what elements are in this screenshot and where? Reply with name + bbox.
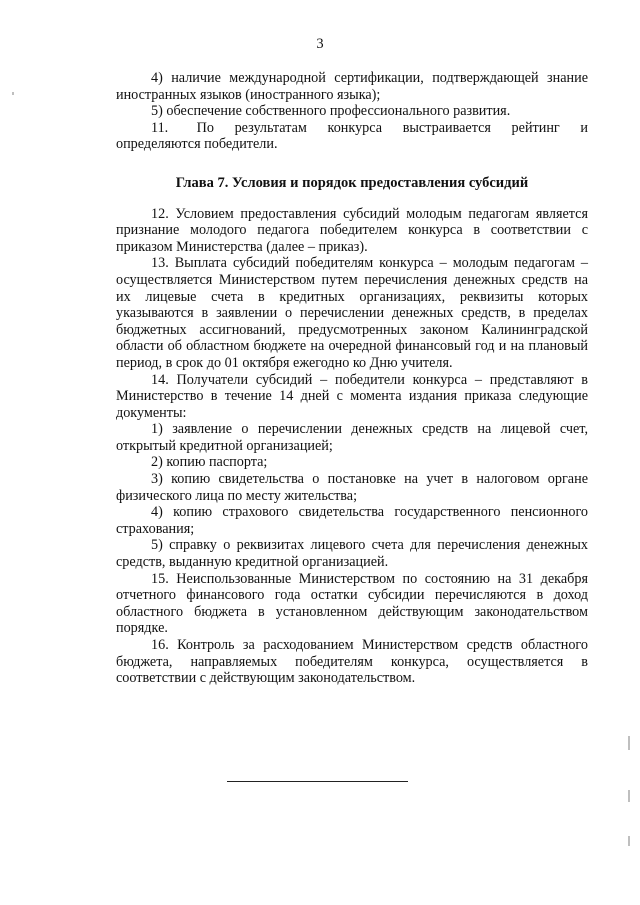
scan-mark-right-3 [628, 836, 630, 846]
paragraph-item-5: 5) обеспечение собственного профессионального развития. [151, 103, 511, 120]
scan-mark-right-1 [628, 736, 630, 750]
paragraph-16: 16. Контроль за расходованием Министерством средств областного бюджета, направляемых победителям конкурса, осуществляется в соответствии с действующим законодательством. [116, 637, 588, 687]
document-list-item-2: 2) копию паспорта; [151, 454, 268, 471]
paragraph-item-4: 4) наличие международной сертификации, подтверждающей знание иностранных языков (иностранного языка); [116, 70, 588, 103]
end-of-document-rule [227, 781, 408, 782]
document-body [116, 70, 588, 687]
document-list-item-3: 3) копию свидетельства о постановке на учет в налоговом органе физического лица по месту жительства; [116, 471, 588, 504]
chapter-heading: Глава 7. Условия и порядок предоставления субсидий [175, 174, 529, 191]
paragraph-11: 11. По результатам конкурса выстраивается рейтинг и определяются победители. [116, 119, 588, 153]
paragraph-14: 14. Получатели субсидий – победители конкурса – представляют в Министерство в течение 14 дней с момента издания приказа следующие документы: [116, 371, 588, 421]
paragraph-15: 15. Неиспользованные Министерством по состоянию на 31 декабря отчетного финансового года остатки субсидии перечисляются в доход областного бюджета в установленном действующим законодательством порядке. [116, 570, 588, 637]
scan-mark-left [12, 92, 14, 95]
document-list-item-5: 5) справку о реквизитах лицевого счета для перечисления денежных средств, выданную кредитной организацией. [116, 537, 588, 571]
document-list-item-4: 4) копию страхового свидетельства государственного пенсионного страхования; [116, 504, 588, 537]
page-number: 3 [316, 36, 324, 52]
scan-mark-right-2 [628, 790, 630, 802]
paragraph-13: 13. Выплата субсидий победителям конкурса – молодым педагогам – осуществляется Министерством путем перечисления денежных средств на их лицевые счета в кредитных организациях, реквизиты которых указываются в заявлении о перечислении денежных средств, в пределах бюджетных ассигнований, предусмотренных законом Калининградской области об областном бюджете на очередной финансовый год и на плановый период, в срок до 01 октября ежегодно ко Дню учителя. [116, 255, 588, 371]
document-list-item-1: 1) заявление о перечислении денежных средств на лицевой счет, открытый кредитной организацией; [116, 421, 588, 454]
paragraph-12: 12. Условием предоставления субсидий молодым педагогам является признание молодого педагога победителем конкурса в соответствии с приказом Министерства (далее – приказ). [116, 205, 588, 255]
